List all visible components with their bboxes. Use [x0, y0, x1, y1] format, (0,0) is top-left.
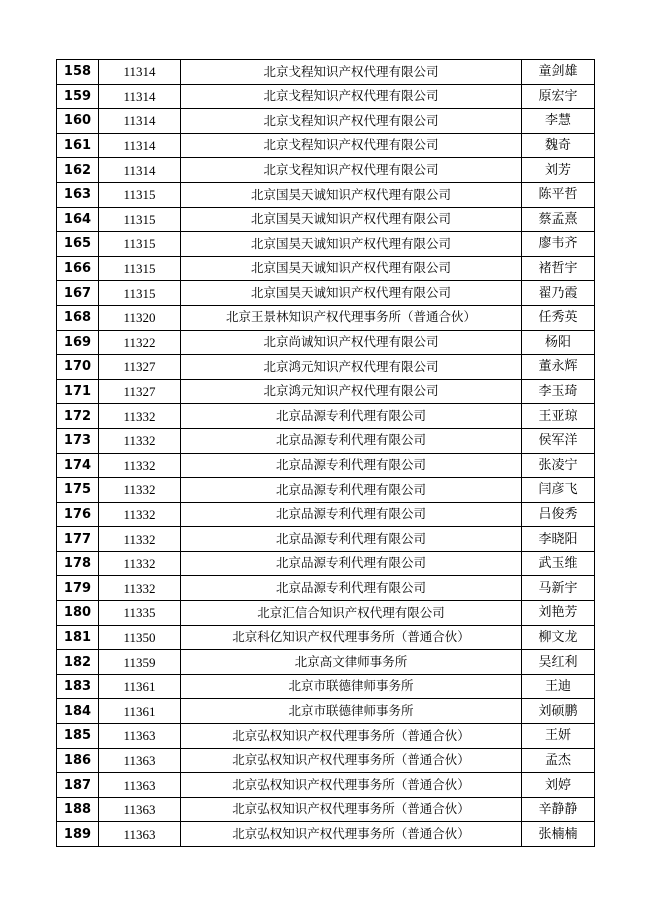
agent-name-cell: 童剑雄 — [522, 60, 595, 85]
agent-name-cell: 魏奇 — [522, 133, 595, 158]
agent-name-cell: 柳文龙 — [522, 625, 595, 650]
agency-code-cell: 11315 — [99, 207, 181, 232]
agency-code-cell: 11332 — [99, 478, 181, 503]
roster-table — [56, 59, 595, 847]
agency-name-cell: 北京品源专利代理有限公司 — [181, 527, 522, 552]
row-number-cell: 169 — [57, 330, 99, 355]
row-number-cell: 180 — [57, 601, 99, 626]
agency-code-cell: 11322 — [99, 330, 181, 355]
agency-code-cell: 11314 — [99, 84, 181, 109]
row-number-cell: 172 — [57, 404, 99, 429]
agency-code-cell: 11315 — [99, 182, 181, 207]
agency-code-cell: 11332 — [99, 551, 181, 576]
agency-name-cell: 北京汇信合知识产权代理有限公司 — [181, 601, 522, 626]
agency-code-cell: 11320 — [99, 305, 181, 330]
table-row — [57, 797, 595, 822]
table-row — [57, 453, 595, 478]
table-row — [57, 551, 595, 576]
roster-table-body — [57, 60, 595, 847]
table-row — [57, 109, 595, 134]
row-number-cell: 165 — [57, 232, 99, 257]
table-row — [57, 478, 595, 503]
row-number-cell: 183 — [57, 674, 99, 699]
row-number-cell: 168 — [57, 305, 99, 330]
agency-code-cell: 11361 — [99, 699, 181, 724]
row-number-cell: 184 — [57, 699, 99, 724]
agent-name-cell: 翟乃霞 — [522, 281, 595, 306]
agency-code-cell: 11315 — [99, 256, 181, 281]
table-row — [57, 576, 595, 601]
agency-code-cell: 11315 — [99, 281, 181, 306]
table-row — [57, 502, 595, 527]
agency-name-cell: 北京国昊天诚知识产权代理有限公司 — [181, 207, 522, 232]
agency-name-cell: 北京弘权知识产权代理事务所（普通合伙） — [181, 797, 522, 822]
row-number-cell: 164 — [57, 207, 99, 232]
agent-name-cell: 杨阳 — [522, 330, 595, 355]
table-row — [57, 428, 595, 453]
table-row — [57, 182, 595, 207]
agency-name-cell: 北京高文律师事务所 — [181, 650, 522, 675]
row-number-cell: 170 — [57, 355, 99, 380]
agency-code-cell: 11314 — [99, 60, 181, 85]
agency-name-cell: 北京市联德律师事务所 — [181, 674, 522, 699]
row-number-cell: 158 — [57, 60, 99, 85]
row-number-cell: 189 — [57, 822, 99, 847]
table-row — [57, 207, 595, 232]
agency-name-cell: 北京鸿元知识产权代理有限公司 — [181, 355, 522, 380]
row-number-cell: 161 — [57, 133, 99, 158]
agent-name-cell: 马新宇 — [522, 576, 595, 601]
agency-code-cell: 11314 — [99, 158, 181, 183]
agency-name-cell: 北京国昊天诚知识产权代理有限公司 — [181, 256, 522, 281]
agency-name-cell: 北京弘权知识产权代理事务所（普通合伙） — [181, 748, 522, 773]
agent-name-cell: 张凌宁 — [522, 453, 595, 478]
agency-code-cell: 11363 — [99, 822, 181, 847]
agency-code-cell: 11332 — [99, 576, 181, 601]
agency-code-cell: 11314 — [99, 133, 181, 158]
agency-name-cell: 北京戈程知识产权代理有限公司 — [181, 133, 522, 158]
agent-name-cell: 王亚琼 — [522, 404, 595, 429]
agent-name-cell: 刘艳芳 — [522, 601, 595, 626]
agency-code-cell: 11335 — [99, 601, 181, 626]
agency-code-cell: 11363 — [99, 724, 181, 749]
agency-code-cell: 11327 — [99, 355, 181, 380]
agent-name-cell: 任秀英 — [522, 305, 595, 330]
agent-name-cell: 陈平哲 — [522, 182, 595, 207]
row-number-cell: 174 — [57, 453, 99, 478]
agency-code-cell: 11359 — [99, 650, 181, 675]
agency-name-cell: 北京国昊天诚知识产权代理有限公司 — [181, 232, 522, 257]
agency-code-cell: 11332 — [99, 404, 181, 429]
row-number-cell: 181 — [57, 625, 99, 650]
agency-name-cell: 北京弘权知识产权代理事务所（普通合伙） — [181, 773, 522, 798]
agent-name-cell: 闫彦飞 — [522, 478, 595, 503]
agency-code-cell: 11314 — [99, 109, 181, 134]
agency-name-cell: 北京科亿知识产权代理事务所（普通合伙） — [181, 625, 522, 650]
agency-name-cell: 北京戈程知识产权代理有限公司 — [181, 84, 522, 109]
row-number-cell: 177 — [57, 527, 99, 552]
row-number-cell: 171 — [57, 379, 99, 404]
table-row — [57, 773, 595, 798]
table-row — [57, 281, 595, 306]
row-number-cell: 159 — [57, 84, 99, 109]
row-number-cell: 185 — [57, 724, 99, 749]
agency-code-cell: 11332 — [99, 502, 181, 527]
agency-code-cell: 11315 — [99, 232, 181, 257]
table-row — [57, 84, 595, 109]
agency-code-cell: 11332 — [99, 453, 181, 478]
agency-code-cell: 11363 — [99, 773, 181, 798]
row-number-cell: 178 — [57, 551, 99, 576]
agent-name-cell: 原宏宇 — [522, 84, 595, 109]
agent-name-cell: 张楠楠 — [522, 822, 595, 847]
row-number-cell: 182 — [57, 650, 99, 675]
agent-name-cell: 孟杰 — [522, 748, 595, 773]
agency-name-cell: 北京鸿元知识产权代理有限公司 — [181, 379, 522, 404]
row-number-cell: 175 — [57, 478, 99, 503]
table-row — [57, 404, 595, 429]
table-row — [57, 724, 595, 749]
agency-code-cell: 11332 — [99, 428, 181, 453]
agency-name-cell: 北京市联德律师事务所 — [181, 699, 522, 724]
agent-name-cell: 李玉琦 — [522, 379, 595, 404]
agency-name-cell: 北京品源专利代理有限公司 — [181, 453, 522, 478]
row-number-cell: 186 — [57, 748, 99, 773]
table-row — [57, 822, 595, 847]
table-row — [57, 748, 595, 773]
agency-name-cell: 北京戈程知识产权代理有限公司 — [181, 109, 522, 134]
agency-name-cell: 北京戈程知识产权代理有限公司 — [181, 60, 522, 85]
agency-name-cell: 北京品源专利代理有限公司 — [181, 551, 522, 576]
agent-name-cell: 廖韦齐 — [522, 232, 595, 257]
agency-name-cell: 北京品源专利代理有限公司 — [181, 428, 522, 453]
agency-code-cell: 11350 — [99, 625, 181, 650]
table-row — [57, 330, 595, 355]
agent-name-cell: 李慧 — [522, 109, 595, 134]
table-row — [57, 674, 595, 699]
row-number-cell: 166 — [57, 256, 99, 281]
agent-name-cell: 蔡孟熹 — [522, 207, 595, 232]
agency-name-cell: 北京品源专利代理有限公司 — [181, 478, 522, 503]
agency-code-cell: 11363 — [99, 797, 181, 822]
row-number-cell: 187 — [57, 773, 99, 798]
agent-name-cell: 武玉维 — [522, 551, 595, 576]
row-number-cell: 160 — [57, 109, 99, 134]
agent-name-cell: 吴红利 — [522, 650, 595, 675]
agent-name-cell: 褚哲宇 — [522, 256, 595, 281]
agent-name-cell: 刘婷 — [522, 773, 595, 798]
table-row — [57, 650, 595, 675]
table-row — [57, 601, 595, 626]
table-row — [57, 699, 595, 724]
agency-code-cell: 11363 — [99, 748, 181, 773]
agency-name-cell: 北京品源专利代理有限公司 — [181, 502, 522, 527]
agency-code-cell: 11332 — [99, 527, 181, 552]
table-row — [57, 305, 595, 330]
agency-name-cell: 北京王景林知识产权代理事务所（普通合伙） — [181, 305, 522, 330]
table-row — [57, 379, 595, 404]
agency-code-cell: 11361 — [99, 674, 181, 699]
row-number-cell: 176 — [57, 502, 99, 527]
agency-name-cell: 北京国昊天诚知识产权代理有限公司 — [181, 182, 522, 207]
table-row — [57, 60, 595, 85]
agency-name-cell: 北京戈程知识产权代理有限公司 — [181, 158, 522, 183]
agent-name-cell: 王迪 — [522, 674, 595, 699]
agency-code-cell: 11327 — [99, 379, 181, 404]
agency-name-cell: 北京品源专利代理有限公司 — [181, 576, 522, 601]
agent-name-cell: 李晓阳 — [522, 527, 595, 552]
table-row — [57, 232, 595, 257]
row-number-cell: 163 — [57, 182, 99, 207]
agent-name-cell: 吕俊秀 — [522, 502, 595, 527]
agent-name-cell: 侯军洋 — [522, 428, 595, 453]
agency-name-cell: 北京尚诚知识产权代理有限公司 — [181, 330, 522, 355]
agency-name-cell: 北京国昊天诚知识产权代理有限公司 — [181, 281, 522, 306]
row-number-cell: 179 — [57, 576, 99, 601]
row-number-cell: 162 — [57, 158, 99, 183]
table-row — [57, 527, 595, 552]
agent-name-cell: 王妍 — [522, 724, 595, 749]
agency-name-cell: 北京品源专利代理有限公司 — [181, 404, 522, 429]
table-row — [57, 158, 595, 183]
agent-name-cell: 董永辉 — [522, 355, 595, 380]
agency-name-cell: 北京弘权知识产权代理事务所（普通合伙） — [181, 724, 522, 749]
row-number-cell: 173 — [57, 428, 99, 453]
table-row — [57, 256, 595, 281]
row-number-cell: 167 — [57, 281, 99, 306]
table-row — [57, 355, 595, 380]
agent-name-cell: 刘芳 — [522, 158, 595, 183]
table-row — [57, 625, 595, 650]
agent-name-cell: 刘硕鹏 — [522, 699, 595, 724]
row-number-cell: 188 — [57, 797, 99, 822]
table-row — [57, 133, 595, 158]
agency-name-cell: 北京弘权知识产权代理事务所（普通合伙） — [181, 822, 522, 847]
agent-name-cell: 辛静静 — [522, 797, 595, 822]
